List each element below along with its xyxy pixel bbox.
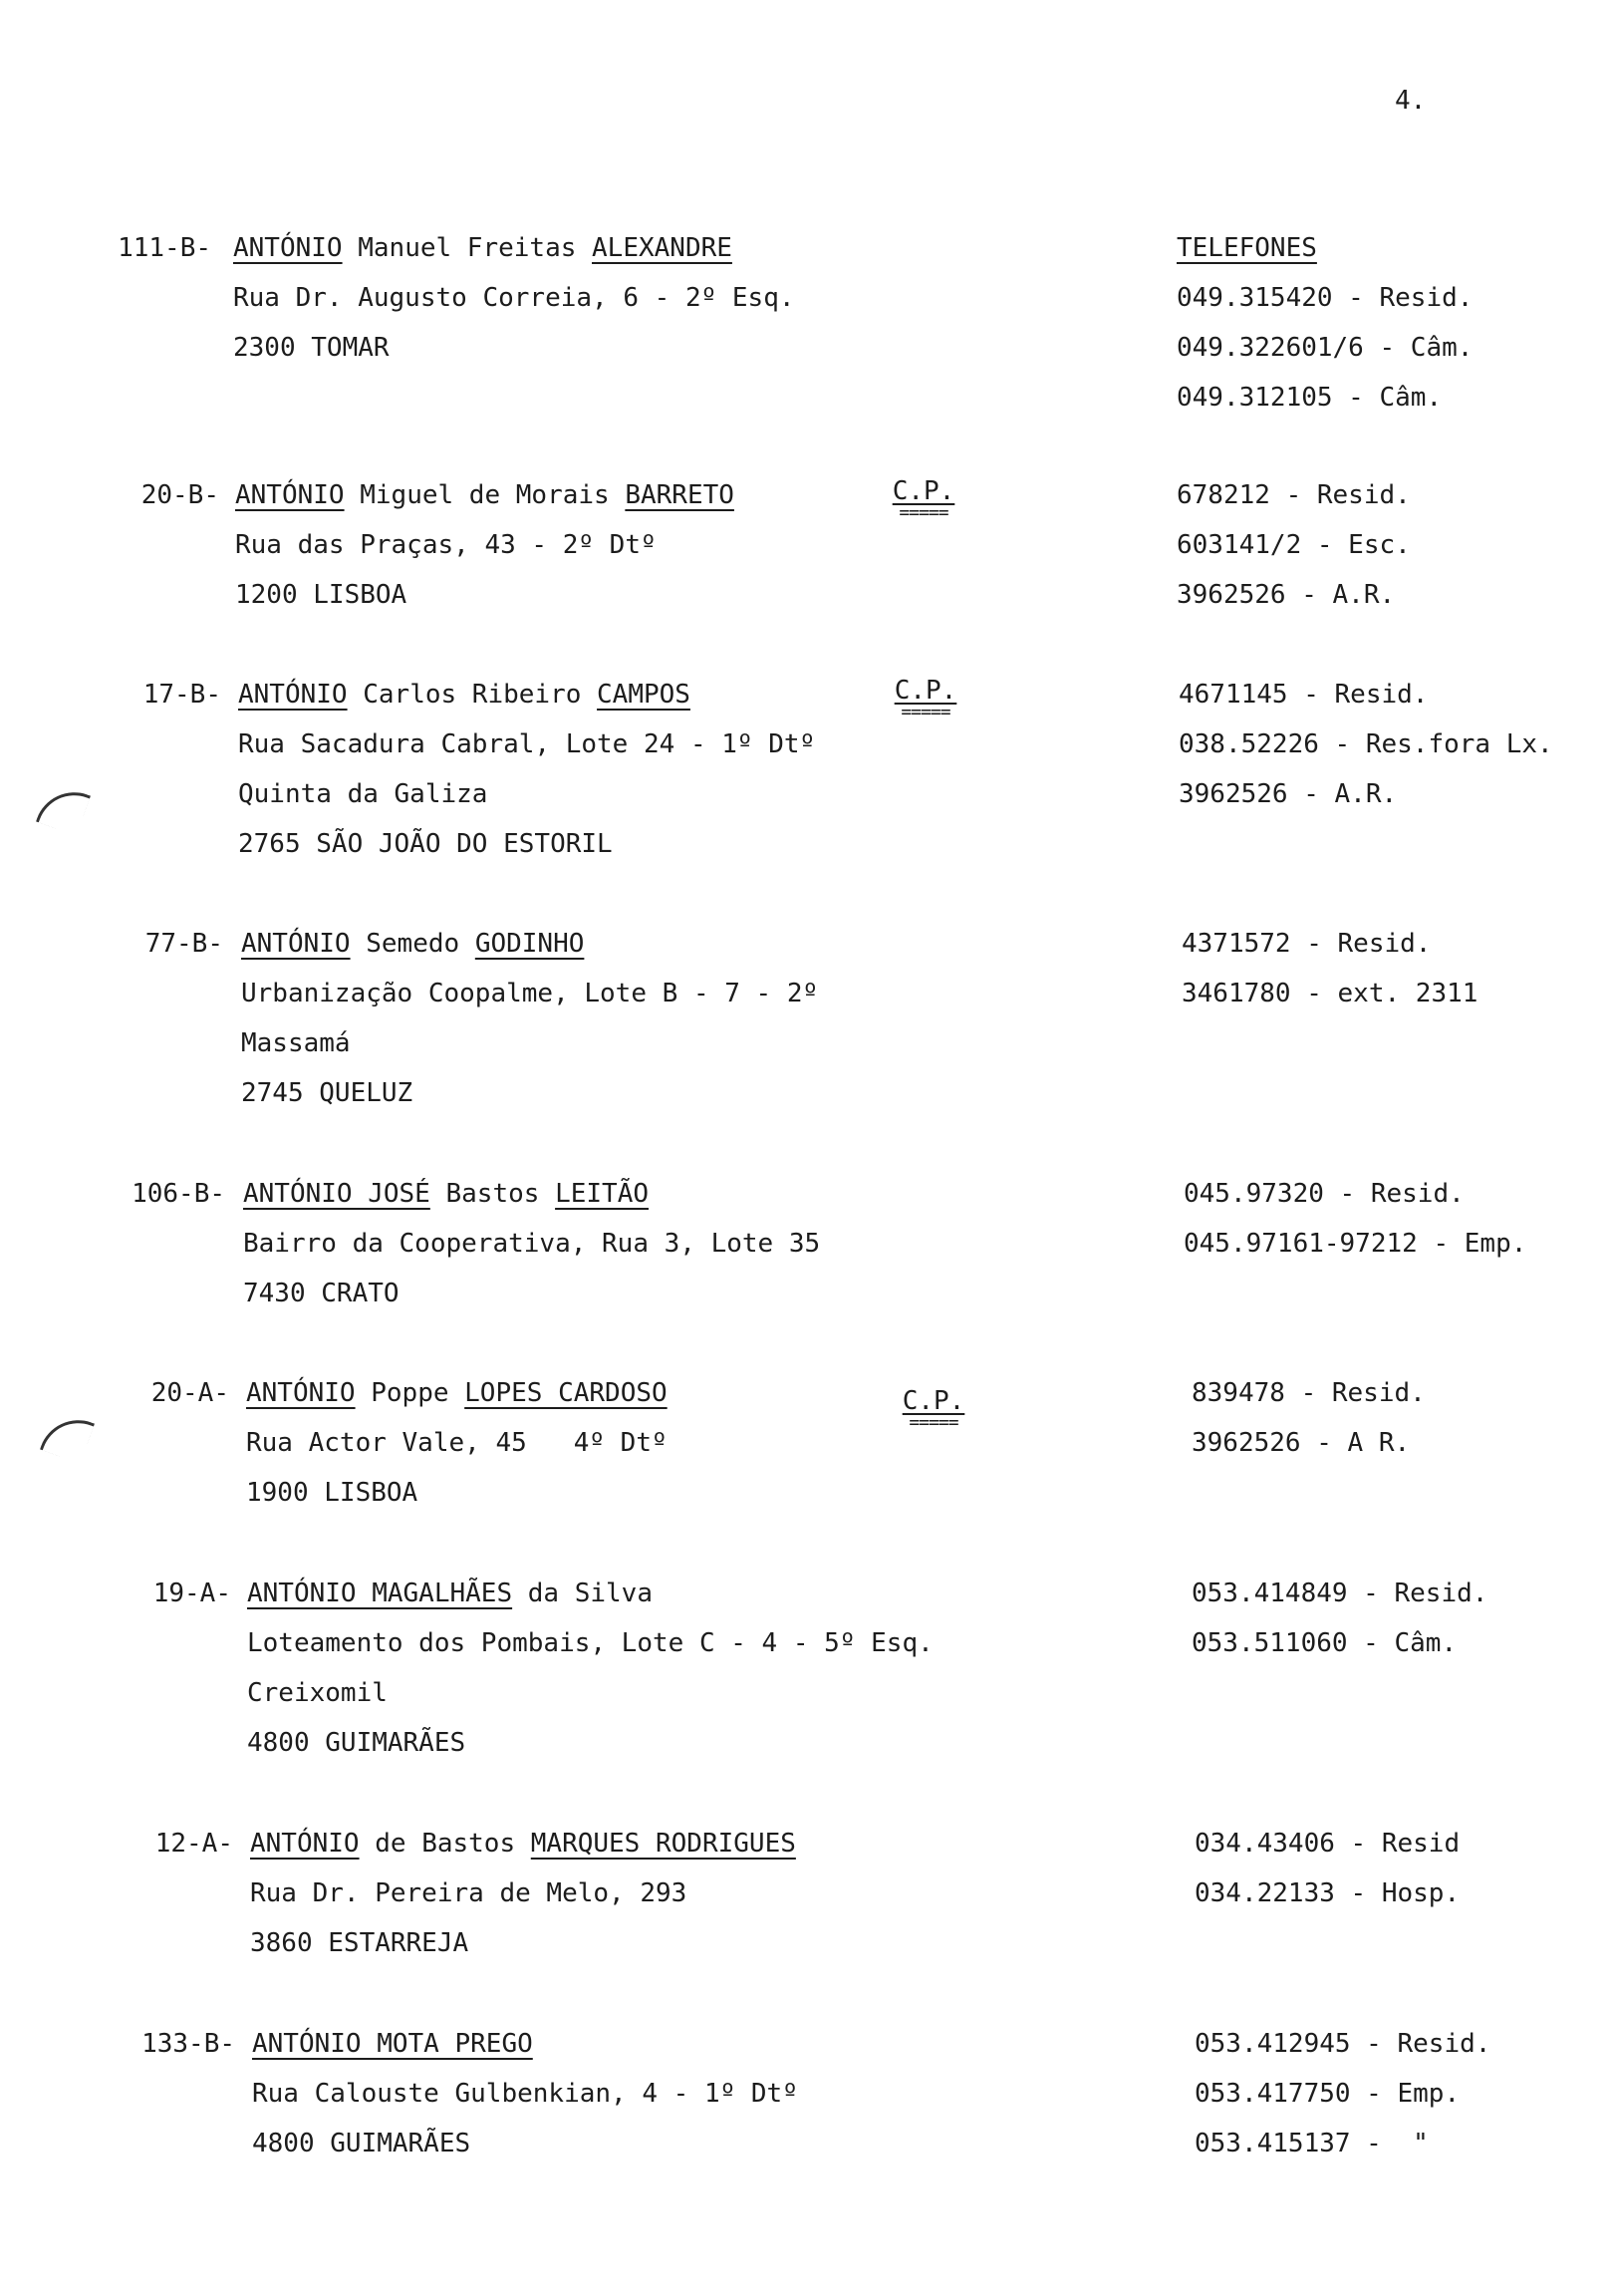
- name-middle: de Bastos: [359, 1829, 531, 1859]
- phone-line: 045.97161-97212 - Emp.: [1184, 1229, 1527, 1259]
- entry-code: 111-B-: [118, 233, 211, 263]
- entry-details: [247, 1569, 934, 1768]
- cp-mark: [889, 1386, 978, 1433]
- phone-line: 045.97320 - Resid.: [1184, 1179, 1465, 1209]
- name-middle: Bastos: [429, 1179, 556, 1209]
- entry-name: [243, 1169, 820, 1219]
- entry-details: [238, 670, 815, 869]
- entry-code: 12-A-: [154, 1829, 233, 1859]
- name-last: BARRETO: [625, 480, 734, 510]
- cp-double-rule: =====: [901, 702, 950, 722]
- entry-details: [235, 470, 734, 620]
- address-line: Rua das Praças, 43 - 2º Dtº: [235, 530, 657, 560]
- cp-double-rule: =====: [909, 1412, 958, 1433]
- name-last: ALEXANDRE: [592, 233, 732, 263]
- address-line: 4800 GUIMARÃES: [252, 2129, 471, 2158]
- entry-phones: [1192, 1368, 1426, 1468]
- entry-code: 19-A-: [152, 1578, 231, 1608]
- name-middle: Carlos Ribeiro: [347, 680, 598, 710]
- address-line: 2765 SÃO JOÃO DO ESTORIL: [238, 829, 613, 859]
- entry-code: 77-B-: [144, 929, 223, 959]
- name-first: ANTÓNIO: [233, 233, 343, 263]
- name-middle: da Silva: [512, 1578, 653, 1608]
- telefones-header-text: TELEFONES: [1177, 233, 1317, 263]
- entry-name: [233, 223, 795, 273]
- page-number: 4.: [1395, 86, 1427, 116]
- phone-line: 3962526 - A.R.: [1177, 580, 1396, 610]
- address-line: Loteamento dos Pombais, Lote C - 4 - 5º Esq.: [247, 1628, 934, 1658]
- entry-name: [246, 1368, 668, 1418]
- entry-code: 17-B-: [142, 680, 221, 710]
- binding-hole-mark: [40, 1409, 95, 1464]
- entry-details: [233, 223, 795, 373]
- name-first: ANTÓNIO: [241, 929, 351, 959]
- name-middle: Manuel Freitas: [342, 233, 593, 263]
- name-first: ANTÓNIO MOTA PREGO: [252, 2029, 533, 2059]
- entry-phones: [1182, 919, 1477, 1018]
- entry-phones: [1195, 1819, 1460, 1918]
- address-line: 4800 GUIMARÃES: [247, 1728, 466, 1758]
- phone-line: 034.43406 - Resid: [1195, 1829, 1461, 1859]
- name-first: ANTÓNIO MAGALHÃES: [247, 1578, 513, 1608]
- name-middle: Semedo: [350, 929, 475, 959]
- entry-details: [246, 1368, 668, 1518]
- address-line: Creixomil: [247, 1678, 388, 1708]
- entry-phones: [1177, 273, 1473, 423]
- phone-line: 3962526 - A R.: [1192, 1428, 1411, 1458]
- phone-line: 839478 - Resid.: [1192, 1378, 1426, 1408]
- name-first: ANTÓNIO JOSÉ: [243, 1179, 430, 1209]
- entry-name: [250, 1819, 796, 1868]
- entry-code: 133-B-: [141, 2029, 235, 2059]
- telefones-header: [1177, 223, 1317, 273]
- entry-details: [243, 1169, 820, 1318]
- binding-hole-mark: [36, 781, 91, 836]
- name-first: ANTÓNIO: [235, 480, 345, 510]
- phone-line: 3962526 - A.R.: [1179, 779, 1398, 809]
- name-first: ANTÓNIO: [250, 1829, 360, 1859]
- cp-label: C.P.: [892, 476, 955, 506]
- name-last: LOPES CARDOSO: [464, 1378, 668, 1408]
- phone-line: 053.511060 - Câm.: [1192, 1628, 1458, 1658]
- phone-line: 053.415137 - ": [1195, 2129, 1429, 2158]
- address-line: Bairro da Cooperativa, Rua 3, Lote 35: [243, 1229, 821, 1259]
- cp-mark: [881, 676, 970, 722]
- name-middle: Poppe: [355, 1378, 465, 1408]
- phone-line: 034.22133 - Hosp.: [1195, 1878, 1461, 1908]
- entry-phones: [1192, 1569, 1487, 1668]
- entry-details: [241, 919, 818, 1118]
- phone-line: 053.412945 - Resid.: [1195, 2029, 1491, 2059]
- address-line: Rua Actor Vale, 45 4º Dtº: [246, 1428, 668, 1458]
- phone-line: 038.52226 - Res.fora Lx.: [1179, 729, 1553, 759]
- name-last: MARQUES RODRIGUES: [530, 1829, 796, 1859]
- cp-double-rule: =====: [899, 502, 948, 523]
- name-first: ANTÓNIO: [238, 680, 348, 710]
- cp-label: C.P.: [894, 676, 957, 706]
- address-line: 1200 LISBOA: [235, 580, 407, 610]
- address-line: 1900 LISBOA: [246, 1478, 418, 1508]
- phone-line: 053.417750 - Emp.: [1195, 2079, 1461, 2109]
- entry-name: [252, 2019, 798, 2069]
- address-line: Rua Dr. Augusto Correia, 6 - 2º Esq.: [233, 283, 795, 313]
- phone-line: 049.312105 - Câm.: [1177, 383, 1443, 413]
- phone-line: 049.315420 - Resid.: [1177, 283, 1474, 313]
- name-last: GODINHO: [474, 929, 585, 959]
- entry-phones: [1195, 2019, 1490, 2168]
- address-line: 3860 ESTARREJA: [250, 1928, 469, 1958]
- address-line: 2745 QUELUZ: [241, 1078, 413, 1108]
- address-line: Rua Calouste Gulbenkian, 4 - 1º Dtº: [252, 2079, 798, 2109]
- entry-phones: [1177, 470, 1411, 620]
- entry-code: 20-A-: [150, 1378, 229, 1408]
- name-last: CAMPOS: [597, 680, 690, 710]
- cp-mark: [879, 476, 968, 523]
- address-line: 2300 TOMAR: [233, 333, 390, 363]
- entry-name: [235, 470, 734, 520]
- address-line: Rua Sacadura Cabral, Lote 24 - 1º Dtº: [238, 729, 816, 759]
- entry-details: [250, 1819, 796, 1968]
- phone-line: 049.322601/6 - Câm.: [1177, 333, 1474, 363]
- address-line: Rua Dr. Pereira de Melo, 293: [250, 1878, 687, 1908]
- phone-line: 4371572 - Resid.: [1182, 929, 1432, 959]
- name-middle: Miguel de Morais: [344, 480, 626, 510]
- name-first: ANTÓNIO: [246, 1378, 356, 1408]
- entry-phones: [1184, 1169, 1526, 1269]
- phone-line: 3461780 - ext. 2311: [1182, 979, 1478, 1008]
- phone-line: 4671145 - Resid.: [1179, 680, 1429, 710]
- address-line: 7430 CRATO: [243, 1279, 400, 1308]
- address-line: Massamá: [241, 1028, 351, 1058]
- entry-phones: [1179, 670, 1553, 819]
- phone-line: 678212 - Resid.: [1177, 480, 1411, 510]
- entry-name: [247, 1569, 934, 1618]
- entry-name: [238, 670, 815, 719]
- entry-code: 106-B-: [132, 1179, 225, 1209]
- address-line: Urbanização Coopalme, Lote B - 7 - 2º: [241, 979, 819, 1008]
- entry-name: [241, 919, 818, 969]
- address-line: Quinta da Galiza: [238, 779, 488, 809]
- entry-code: 20-B-: [140, 480, 219, 510]
- cp-label: C.P.: [902, 1386, 965, 1416]
- phone-line: 053.414849 - Resid.: [1192, 1578, 1488, 1608]
- phone-line: 603141/2 - Esc.: [1177, 530, 1411, 560]
- name-last: LEITÃO: [555, 1179, 649, 1209]
- entry-details: [252, 2019, 798, 2168]
